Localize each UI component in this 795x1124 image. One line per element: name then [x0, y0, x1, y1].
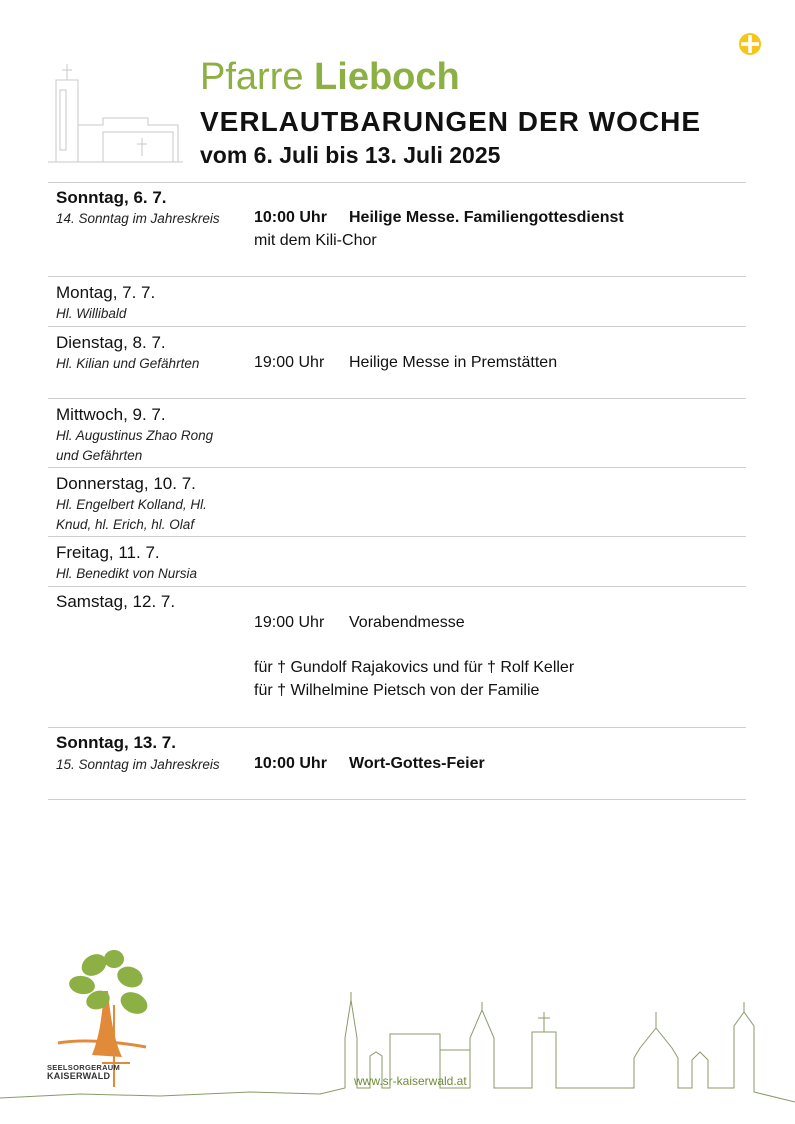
page-subtitle: VERLAUTBARUNGEN DER WOCHE [200, 106, 701, 137]
date-range: vom 6. Juli bis 13. Juli 2025 [200, 142, 501, 168]
website-link[interactable]: www.sr-kaiserwald.at [354, 1074, 467, 1088]
mass-intention: für † Gundolf Rajakovics und für † Rolf Keller [254, 659, 575, 676]
divider [48, 727, 746, 728]
day-label: Sonntag, 13. 7. [56, 733, 176, 752]
cross-badge-icon [738, 32, 762, 56]
mass-intention: für † Wilhelmine Pietsch von der Familie [254, 682, 540, 699]
day-note: Knud, hl. Erich, hl. Olaf [56, 517, 195, 532]
event-time: 19:00 Uhr [254, 354, 325, 371]
logo-line2: KAISERWALD [47, 1070, 111, 1081]
divider [48, 536, 746, 537]
divider [48, 276, 746, 277]
divider [48, 586, 746, 587]
day-label: Sonntag, 6. 7. [56, 188, 167, 207]
title-light: Pfarre [200, 56, 304, 98]
event-text: Heilige Messe in Premstätten [349, 354, 558, 371]
day-note: 14. Sonntag im Jahreskreis [56, 211, 220, 226]
day-note: Hl. Willibald [56, 306, 127, 321]
event-time: 10:00 Uhr [254, 755, 327, 772]
day-note: Hl. Augustinus Zhao Rong [56, 428, 214, 443]
day-note: Hl. Engelbert Kolland, Hl. [56, 497, 207, 512]
divider [48, 799, 746, 800]
divider [48, 326, 746, 327]
event-text: Vorabendmesse [349, 614, 465, 631]
event-text: Heilige Messe. Familiengottesdienst [349, 209, 624, 226]
divider [48, 467, 746, 468]
day-note: und Gefährten [56, 448, 143, 463]
day-note: 15. Sonntag im Jahreskreis [56, 757, 220, 772]
event-time: 19:00 Uhr [254, 614, 325, 631]
parish-title [200, 58, 460, 96]
divider [48, 182, 746, 183]
day-note: Hl. Benedikt von Nursia [56, 566, 198, 581]
event-extra: mit dem Kili-Chor [254, 232, 377, 249]
day-label: Montag, 7. 7. [56, 283, 156, 302]
day-label: Samstag, 12. 7. [56, 592, 176, 611]
church-drawing [48, 60, 183, 166]
day-note: Hl. Kilian und Gefährten [56, 356, 200, 371]
day-label: Dienstag, 8. 7. [56, 333, 166, 352]
event-text: Wort-Gottes-Feier [349, 755, 485, 772]
event-time: 10:00 Uhr [254, 209, 327, 226]
title-bold: Lieboch [314, 56, 460, 98]
logo-line1: SEELSORGERAUM [47, 1063, 121, 1072]
city-skyline-drawing [0, 990, 795, 1110]
day-label: Mittwoch, 9. 7. [56, 405, 166, 424]
day-label: Donnerstag, 10. 7. [56, 474, 196, 493]
day-label: Freitag, 11. 7. [56, 543, 160, 562]
divider [48, 398, 746, 399]
